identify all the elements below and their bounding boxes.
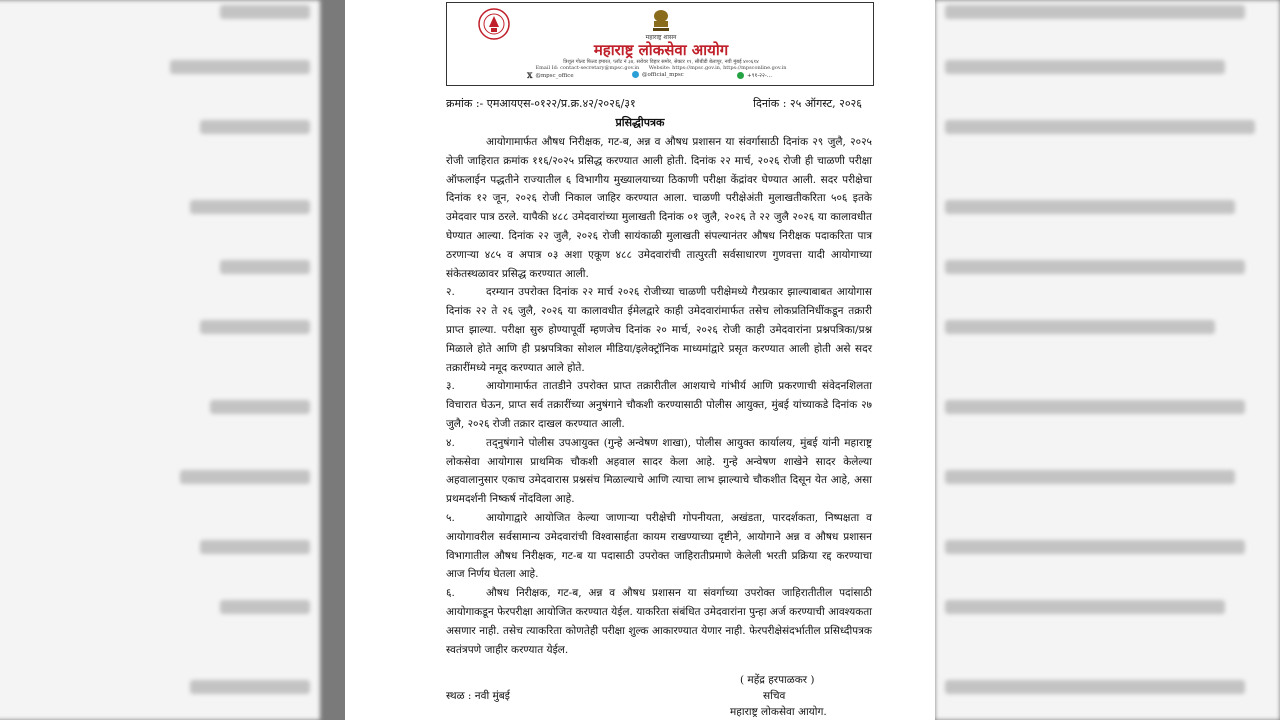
paragraph-4: ४. तद्नुषंगाने पोलीस उपआयुक्त (गुन्हे अन्वेषण शाखा), पोलीस आयुक्त कार्यालय, मुंबई यांनी महाराष्ट्र लोकसेवा आयोगास प्राथमिक चौकशी अहवाल सादर केला आहे. गुन्हे अन्वेषण शाखेने सादर केलेल्या अहवालानुसार एकाच उमेदवारास प्रश्नसंच मिळाल्याचे आणि त्याचा लाभ झाल्याचे चौकशीत दिसून येत आहे, असा प्रथमदर्शनी निष्कर्ष नोंदविला आहे. — [446, 436, 872, 506]
background-blur-right — [935, 0, 1280, 720]
body-text — [446, 133, 872, 659]
background-blur-left — [0, 0, 320, 720]
signatory-name: ( महेंद्र हरपाळकर ) — [740, 674, 815, 686]
page-heading: प्रसिद्धीपत्रक — [615, 116, 665, 129]
paragraph-3: ३. आयोगामार्फत तातडीने उपरोक्त प्राप्त तक्रारीतील आशयाचे गांभीर्य आणि प्रकरणाची संवेदनशिलता विचारात घेऊन, प्राप्त सर्व तक्रारींच्या अनुषंगाने चौकशी करण्यासाठी पोलीस आयुक्त, मुंबई यांच्याकडे दिनांक २७ जुलै, २०२६ रोजी तक्रार दाखल करण्यात आली. — [446, 380, 872, 430]
social-telegram: @official_mpsc — [632, 71, 684, 78]
website: Website: https://mpsc.gov.in, https://mpsconline.gov.in — [648, 65, 787, 71]
place: स्थळ : नवी मुंबई — [446, 690, 510, 702]
paragraph-6: ६. औषध निरीक्षक, गट-ब, अन्न व औषध प्रशासन या संवर्गाच्या उपरोक्त जाहिरातीतील पदांसाठी आयोगाकडून फेरपरीक्षा आयोजित करण्यात येईल. याकरिता संबंधित उमेदवारांना पुन्हा अर्ज करण्याची आवश्यकता असणार नाही. तसेच त्याकरिता कोणतेही परीक्षा शुल्क आकारण्यात येणार नाही. फेरपरीक्षेसंदर्भातील प्रसिध्दीपत्रक स्वतंत्रपणे जाहीर करण्यात येईल. — [446, 587, 872, 656]
social-phone: +९१-२२-... — [737, 71, 772, 79]
document-page — [345, 0, 935, 720]
telegram-icon — [632, 71, 639, 78]
ref-date: दिनांक : २५ ऑगस्ट, २०२६ — [753, 97, 862, 110]
address: त्रिशूल गोल्ड फिल्ड इमारत, प्लॉट नं ३४, सरोवर विहार समोर, सेक्टर ११, सीबीडी बेलापूर, नवी मुंबई ४००६१४ — [563, 59, 759, 65]
social-x: 𝕏 @mpsc_office — [527, 71, 574, 80]
phone-icon — [737, 72, 744, 79]
ref-number: क्रमांक :- एमआयएस-०१२२/प्र.क्र.४२/२०२६/३१ — [446, 97, 636, 110]
signatory-role: सचिव — [763, 690, 786, 702]
gov-line: महाराष्ट्र शासन — [645, 34, 677, 41]
letterhead — [446, 2, 874, 86]
reference-row — [446, 96, 862, 111]
x-icon: 𝕏 — [527, 71, 533, 80]
paragraph-5: ५. आयोगाद्वारे आयोजित केल्या जाणाऱ्या परीक्षेची गोपनीयता, अखंडता, पारदर्शकता, निष्पक्षता व आयोगावरील सर्वसामान्य उमेदवारांची विश्वासार्हता कायम राखण्याच्या दृष्टीने, आयोगाने अन्न व औषध प्रशासन विभागातील औषध निरीक्षक, गट-ब या पदासाठी उपरोक्त जाहिरातीप्रमाणे केलेली भरती प्रक्रिया रद्द करण्याचा आज निर्णय घेतला आहे. — [446, 511, 872, 581]
org-title: महाराष्ट्र लोकसेवा आयोग — [593, 41, 729, 59]
email: Email Id: contact-secretary@mpsc.gov.in — [535, 65, 640, 71]
paragraph-1: आयोगामार्फत औषध निरीक्षक, गट-ब, अन्न व औषध प्रशासन या संवर्गासाठी दिनांक २९ जुलै, २०२५ रोजी जाहिरात क्रमांक ११६/२०२५ प्रसिद्ध करण्यात आली होती. दिनांक २२ मार्च, २०२६ रोजी ही चाळणी परीक्षा ऑफलाईन पद्धतीने राज्यातील ६ विभागीय मुख्यालयाच्या ठिकाणी परीक्षा केंद्रांवर घेण्यात आली. सदर परीक्षेचा दिनांक १२ जून, २०२६ रोजी निकाल जाहिर करण्यात आला. चाळणी परीक्षेअंती मुलाखतीकरिता ५०६ इतके उमेदवार पात्र ठरले. यापैकी ४८८ उमेदवारांच्या मुलाखती दिनांक ०१ जुलै, २०२६ ते २२ जुलै २०२६ या कालावधीत घेण्यात आल्या. दिनांक २२ जुलै, २०२६ रोजी सायंकाळी मुलाखती संपल्यानंतर औषध निरीक्षक पदाकरिता पात्र ठरणाऱ्या ४८५ व अपात्र ०३ अशा एकूण ४८८ उमेदवारांची तात्पुरती सर्वसाधारण गुणवत्ता यादी आयोगाच्या संकेतस्थळावर प्रसिद्ध करण्यात आली. — [446, 136, 872, 280]
paragraph-2: २. दरम्यान उपरोक्त दिनांक २२ मार्च २०२६ रोजीच्या चाळणी परीक्षेमध्ये गैरप्रकार झाल्याबाबत आयोगास दिनांक २२ ते २६ जुलै, २०२६ या कालावधीत ईमेलद्वारे काही उमेदवारांमार्फत तसेच लोकप्रतिनिधींकडून तक्रारी प्राप्त झाल्या. परीक्षा सुरु होण्यापूर्वी म्हणजेच दिनांक २० मार्च, २०२६ रोजी काही उमेदवारांना प्रश्नपत्रिका/प्रश्न मिळाले होते आणि ही प्रश्नपत्रिका सोशल मीडिया/इलेक्ट्रॉनिक माध्यमांद्वारे प्रसृत करण्यात आली होती असे सदर तक्रारींमध्ये नमूद करण्यात आले होते. — [446, 286, 872, 374]
signatory-org: महाराष्ट्र लोकसेवा आयोग. — [730, 706, 827, 718]
